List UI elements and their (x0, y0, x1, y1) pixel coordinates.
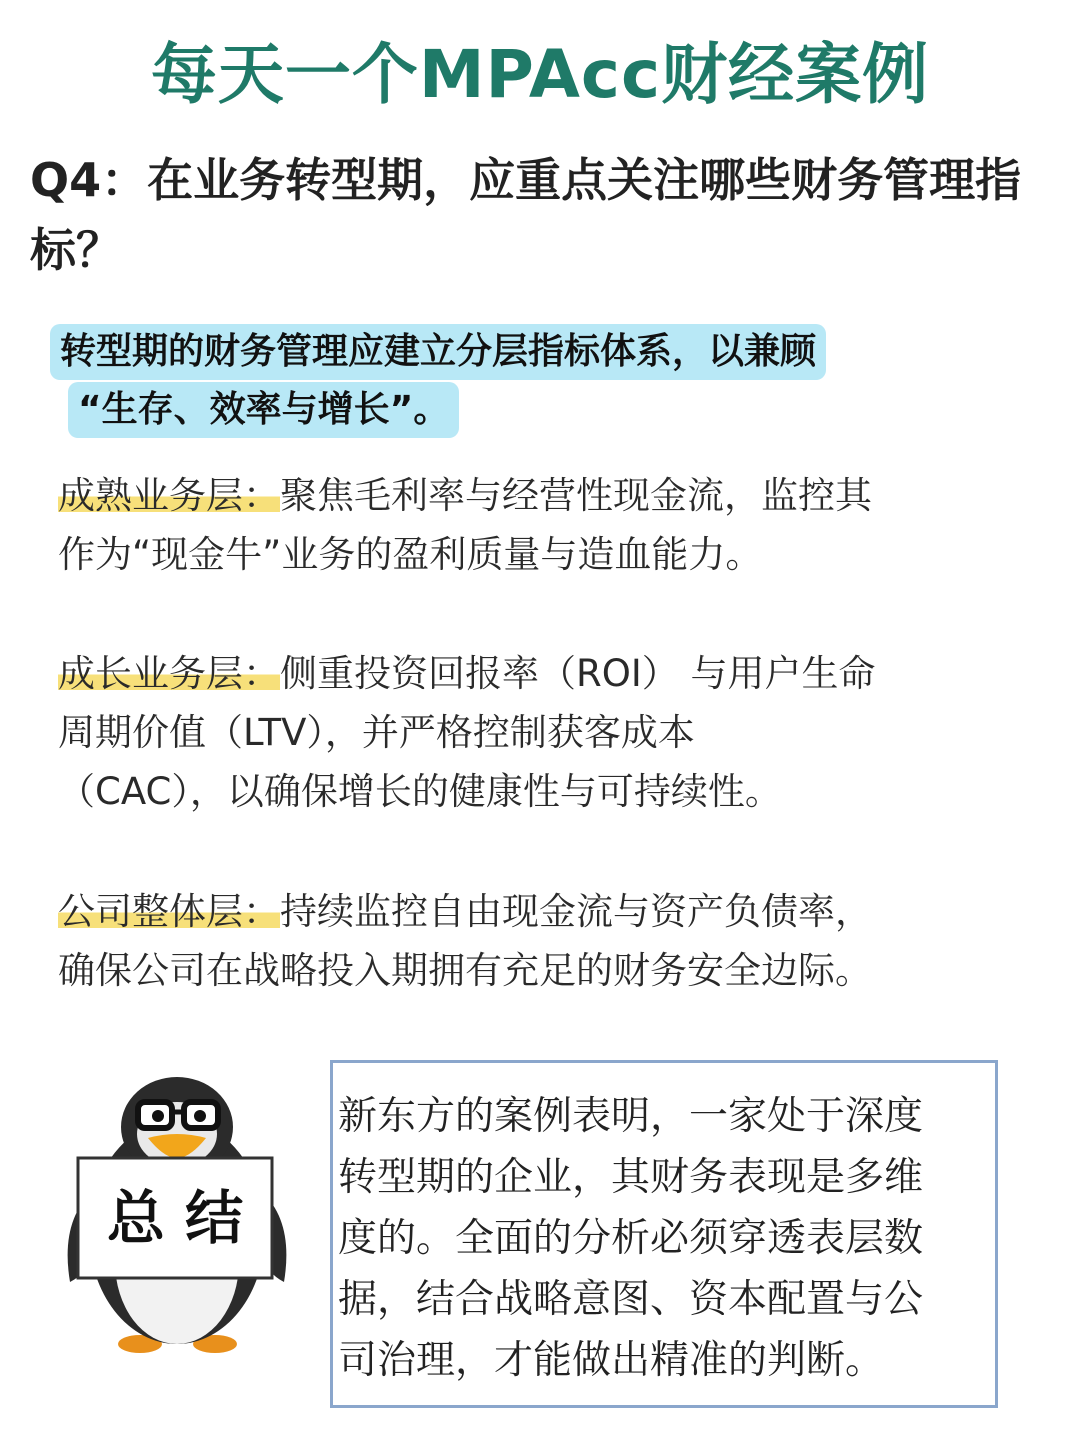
section-text: 确保公司在战略投入期拥有充足的财务安全边际。 (58, 949, 872, 992)
section-text: 聚焦毛利率与经营性现金流，监控其 (280, 474, 872, 517)
section-text: （CAC），以确保增长的健康性与可持续性。 (58, 770, 782, 813)
section-text: 侧重投资回报率（ROI） 与用户生命 (280, 652, 876, 695)
summary-text (338, 1086, 998, 1391)
section-growth (58, 644, 1038, 821)
section-company (58, 882, 1038, 1000)
page-title: 每天一个MPAcc财经案例 (150, 36, 930, 113)
summary-line: 度的。全面的分析必须穿透表层数 (338, 1216, 924, 1261)
summary-line: 转型期的企业，其财务表现是多维 (338, 1155, 924, 1200)
highlight-line-1: 转型期的财务管理应建立分层指标体系，以兼顾 (50, 324, 826, 380)
summary-line: 司治理，才能做出精准的判断。 (338, 1338, 885, 1383)
highlight-line-2: “生存、效率与增长”。 (68, 382, 459, 438)
section-text: 持续监控自由现金流与资产负债率， (280, 890, 872, 933)
section-label: 成熟业务层： (58, 474, 280, 517)
section-text: 作为“现金牛”业务的盈利质量与造血能力。 (58, 533, 763, 576)
section-text: 周期价值（LTV），并严格控制获客成本 (58, 711, 695, 754)
section-label: 公司整体层： (58, 890, 280, 933)
section-label: 成长业务层： (58, 652, 280, 695)
section-mature (58, 466, 1038, 584)
summary-line: 新东方的案例表明，一家处于深度 (338, 1094, 924, 1139)
summary-sign-label: 总 结 (106, 1184, 244, 1252)
question-text: Q4：在业务转型期，应重点关注哪些财务管理指标？ (30, 153, 1022, 277)
summary-line: 据，结合战略意图、资本配置与公 (338, 1277, 924, 1322)
